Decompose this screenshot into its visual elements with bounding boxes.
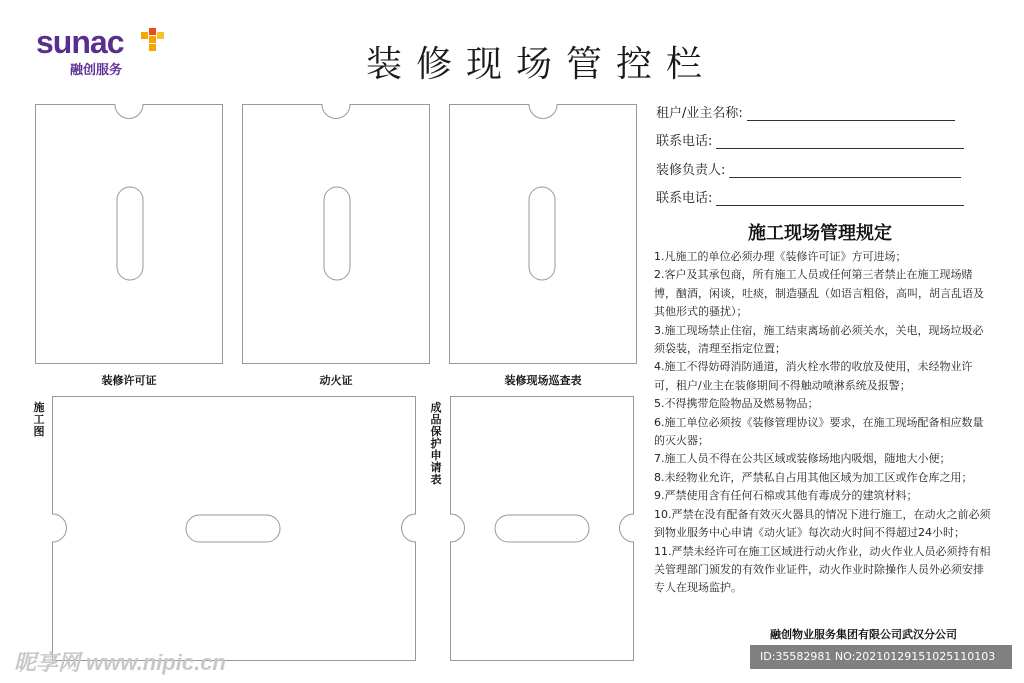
rule-item: 5.不得携带危险物品及燃易物品；: [654, 397, 819, 411]
tenant-phone-field: [656, 130, 964, 149]
drawing-holder: [52, 396, 416, 661]
rule-item: 4.施工不得妨碍消防通道，消火栓水带的收放及使用，未经物业许可，租户/业主在装修期间不得触动喷淋系统及报警；: [654, 360, 973, 392]
protection-holder-frame: [450, 396, 634, 661]
permit-holder: [35, 104, 223, 364]
rules-list: [654, 248, 994, 598]
tenant-name-field: [656, 102, 955, 121]
tenant-name-blank: [747, 106, 955, 121]
rule-item: 7.施工人员不得在公共区域或装修场地内吸烟，随地大小便；: [654, 452, 951, 466]
fire-permit-label: 动火证: [319, 374, 353, 387]
rules-title: 施工现场管理规定: [748, 223, 892, 244]
protection-label: 成品保护申请表: [430, 401, 442, 486]
rule-item: 8.未经物业允许，严禁私自占用其他区域为加工区或作仓库之用；: [654, 470, 973, 484]
manager-phone-label: 联系电话:: [656, 191, 713, 206]
brand-subtitle: 融创服务: [70, 63, 123, 78]
manager-phone-blank: [716, 191, 964, 206]
permit-holder-frame: [35, 104, 223, 364]
tenant-phone-label: 联系电话:: [656, 134, 713, 149]
inspection-holder: [449, 104, 637, 364]
brand-logo-mark-icon: [141, 28, 167, 54]
drawing-holder-frame: [52, 396, 416, 661]
drawing-label: 施工图: [33, 401, 45, 438]
permit-label: 装修许可证: [101, 374, 157, 387]
fire-permit-holder-frame: [242, 104, 430, 364]
tenant-name-label: 租户/业主名称:: [656, 106, 743, 121]
rule-item: 3.施工现场禁止住宿，施工结束离场前必须关水，关电，现场垃圾必须袋装，清理至指定位置；: [654, 323, 984, 356]
renovation-manager-blank: [729, 163, 961, 178]
page-title: 装修现场管控栏: [366, 44, 717, 85]
brand-wordmark: sunac: [36, 24, 124, 60]
rule-item: 11.严禁未经许可在施工区域进行动火作业，动火作业人员必须持有相关管理部门颁发的有效作业证件，动火作业时除操作人员外必须安排专人在现场监护。: [654, 544, 991, 595]
manager-phone-field: [656, 187, 964, 206]
renovation-manager-label: 装修负责人:: [656, 163, 726, 178]
inspection-label: 装修现场巡查表: [504, 374, 582, 387]
tenant-phone-blank: [716, 134, 964, 149]
renovation-manager-field: [656, 159, 961, 178]
rule-item: 10.严禁在没有配备有效灭火器具的情况下进行施工，在动火之前必须到物业服务中心申请《动火证》每次动火时间不得超过24小时；: [654, 507, 991, 540]
rule-item: 6.施工单位必须按《装修管理协议》要求，在施工现场配备相应数量的灭火器；: [654, 415, 984, 448]
watermark-left: 昵享网 www.nipic.cn: [14, 650, 226, 675]
rule-item: 1.凡施工的单位必须办理《装修许可证》方可进场；: [654, 250, 907, 263]
company-name: 融创物业服务集团有限公司武汉分公司: [770, 628, 957, 641]
fire-permit-holder: [242, 104, 430, 364]
protection-holder: [450, 396, 634, 661]
watermark-right: ID:35582981 NO:20210129151025110103: [750, 645, 1012, 669]
rule-item: 9.严禁使用含有任何石棉或其他有毒成分的建筑材料；: [654, 489, 918, 503]
inspection-holder-frame: [449, 104, 637, 364]
rule-item: 2.客户及其承包商，所有施工人员或任何第三者禁止在施工现场赌博，酗酒，闲谈，吐痰，制造骚乱（如语言粗俗，高叫，胡言乱语及其他形式的骚扰）；: [654, 268, 984, 319]
